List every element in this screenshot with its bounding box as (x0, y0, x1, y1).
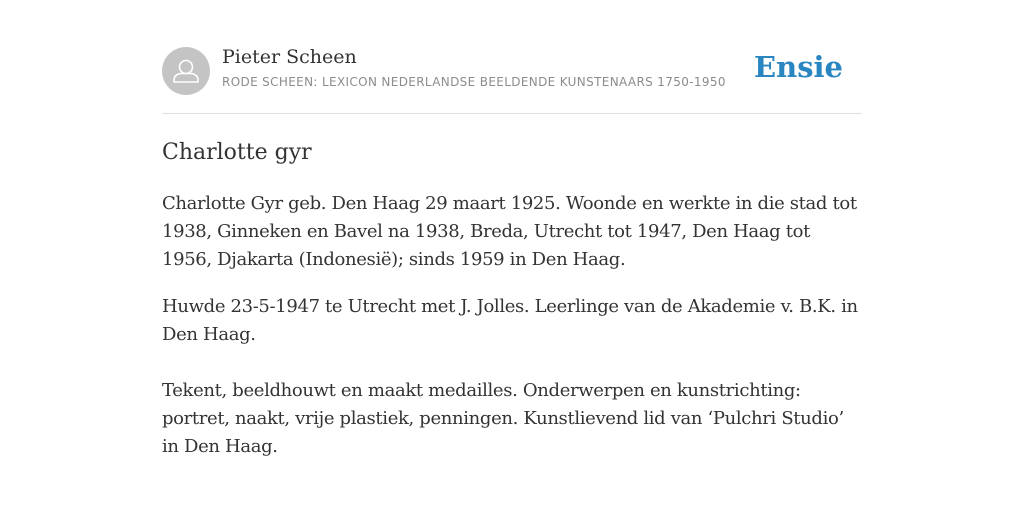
header-divider (162, 113, 862, 114)
author-name[interactable]: Pieter Scheen (222, 46, 357, 68)
article-paragraph: Charlotte Gyr geb. Den Haag 29 maart 1925. Woonde en werkte in die stad tot 1938, Ginneken en Bavel na 1938, Breda, Utrecht tot 1947, Den Haag tot 1956, Djakarta (Indonesië); sinds 1959 in Den Haag. (162, 193, 857, 270)
avatar[interactable] (162, 47, 210, 95)
article-paragraph: Huwde 23-5-1947 te Utrecht met J. Jolles. Leerlinge van de Akademie v. B.K. in Den Haag. (162, 296, 858, 345)
ensie-logo[interactable]: Ensie (754, 50, 843, 84)
source-title[interactable]: RODE SCHEEN: LEXICON NEDERLANDSE BEELDENDE KUNSTENAARS 1750-1950 (222, 75, 726, 89)
article (162, 138, 862, 461)
user-icon (162, 47, 210, 95)
header (162, 46, 862, 96)
article-title: Charlotte gyr (162, 140, 312, 165)
article-paragraph: Tekent, beeldhouwt en maakt medailles. Onderwerpen en kunstrichting: portret, naakt, vrije plastiek, penningen. Kunstlievend lid van ‘Pulchri Studio’ in Den Haag. (162, 380, 844, 457)
